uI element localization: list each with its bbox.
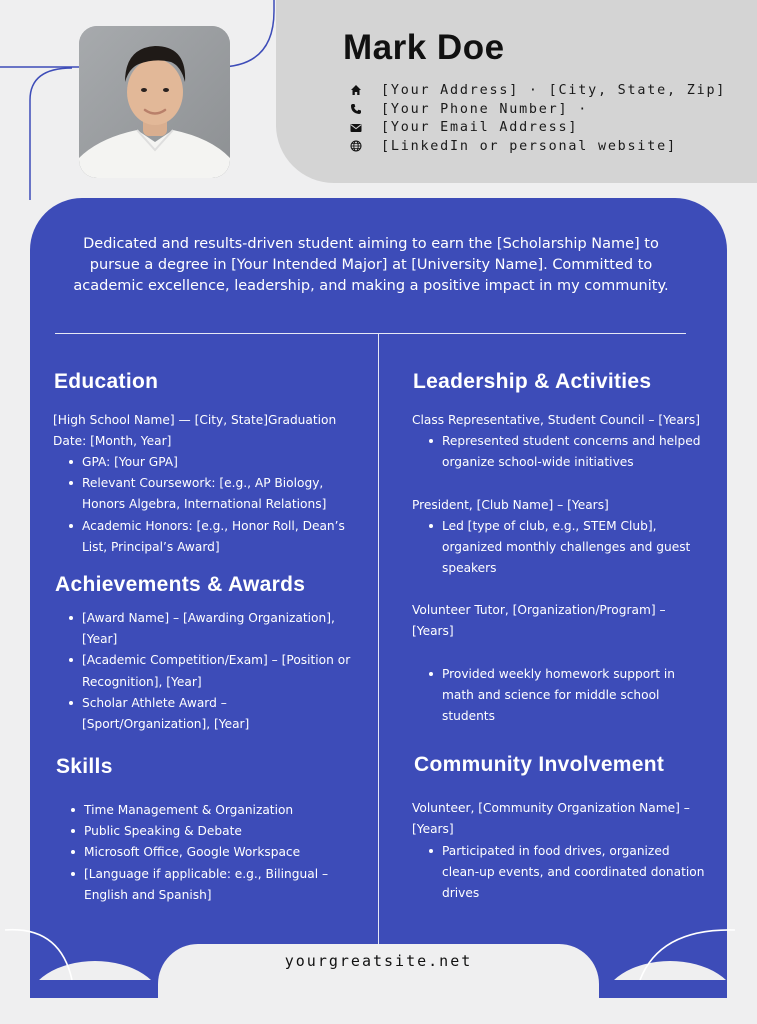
- applicant-name: Mark Doe: [343, 28, 505, 67]
- leadership-role-2: President, [Club Name] – [Years]: [412, 498, 609, 512]
- contact-address-text: [Your Address] · [City, State, Zip]: [381, 82, 727, 98]
- list-item: Represented student concerns and helped organize school-wide initiatives: [429, 431, 709, 473]
- contact-website-text: [LinkedIn or personal website]: [381, 138, 677, 154]
- education-intro: [High School Name] — [City, State]Graduation Date: [Month, Year]: [53, 413, 337, 449]
- list-item: Time Management & Organization: [71, 800, 335, 821]
- list-item: [Language if applicable: e.g., Bilingual – English and Spanish]: [71, 864, 335, 906]
- list-item: Provided weekly homework support in math and science for middle school students: [429, 664, 709, 728]
- list-item: Public Speaking & Debate: [71, 821, 335, 842]
- summary-statement: Dedicated and results-driven student aiming to earn the [Scholarship Name] to pursue a degree in [Your Intended Major] at [University Name]. Committed to academic excellence, leadership, and making a positive impact in my community.: [73, 236, 669, 294]
- skills-title: Skills: [56, 755, 113, 778]
- leadership-role-1: Class Representative, Student Council – [Years]: [412, 413, 701, 427]
- website-link[interactable]: yourgreatsite.net: [284, 952, 473, 970]
- education-title: Education: [54, 370, 159, 393]
- leadership-title: Leadership & Activities: [413, 370, 652, 393]
- contact-phone-text: [Your Phone Number] ·: [381, 101, 589, 117]
- community-title: Community Involvement: [414, 753, 665, 776]
- list-item: [Award Name] – [Awarding Organization], [Year]: [69, 608, 353, 650]
- list-item: Led [type of club, e.g., STEM Club], organized monthly challenges and guest speakers: [429, 516, 709, 580]
- community-role: Volunteer, [Community Organization Name] – [Years]: [412, 801, 690, 837]
- contact-email-text: [Your Email Address]: [381, 120, 579, 136]
- list-item: Relevant Coursework: [e.g., AP Biology, Honors Algebra, International Relations]: [69, 473, 353, 515]
- leadership-role-3: Volunteer Tutor, [Organization/Program] – [Years]: [412, 603, 666, 639]
- achievements-title: Achievements & Awards: [55, 573, 306, 596]
- list-item: Academic Honors: [e.g., Honor Roll, Dean’s List, Principal’s Award]: [69, 516, 353, 558]
- list-item: Microsoft Office, Google Workspace: [71, 842, 335, 863]
- list-item: Scholar Athlete Award – [Sport/Organization], [Year]: [69, 693, 353, 735]
- list-item: GPA: [Your GPA]: [69, 452, 353, 473]
- list-item: [Academic Competition/Exam] – [Position or Recognition], [Year]: [69, 650, 353, 692]
- list-item: Participated in food drives, organized clean-up events, and coordinated donation drives: [429, 841, 709, 905]
